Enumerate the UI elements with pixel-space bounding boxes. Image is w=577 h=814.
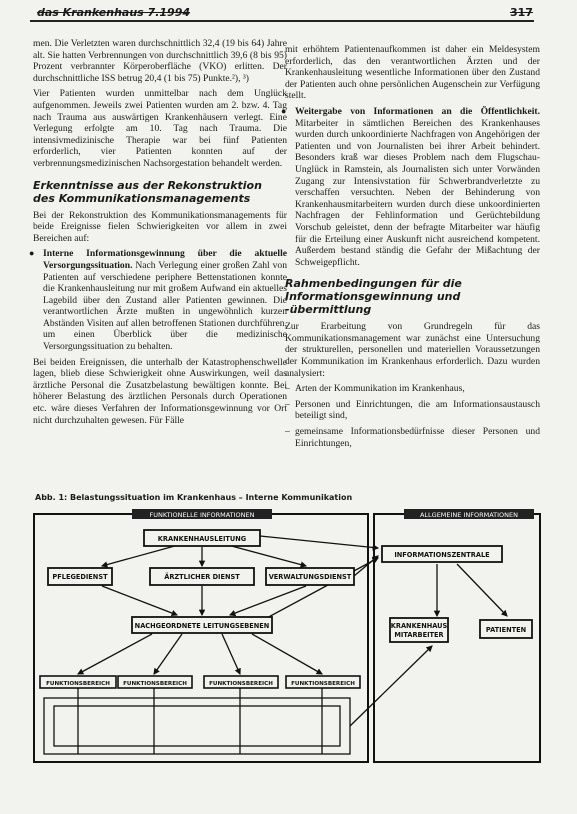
right-paragraph-1: mit erhöhtem Patientenaufkommen ist daher ein Meldesystem erforderlich, das den verantwortlichen Ärzten und der Krankenhausleitung wesentliche Informationen über den Zustand der Patienten auch ohne persönlichen Augenschein zur Verfügung stellt. [285, 44, 540, 102]
box-informationszentrale: INFORMATIONSZENTRALE [394, 551, 490, 559]
right-paragraph-2: Zur Erarbeitung von Grundregeln für das Kommunikationsmanagement war zunächst eine Untersuchung der strukturellen, personellen und materiellen Voraussetzungen der Kommunikation im Krankenhaus erforderlich. Dazu wurden analysiert: [285, 321, 540, 379]
box-nachgeordnete-leitungsebenen: NACHGEORDNETE LEITUNGSEBENEN [134, 622, 270, 630]
box-pflegedienst: PFLEGEDIENST [52, 573, 108, 581]
communication-diagram [32, 506, 544, 764]
list-item: – gemeinsame Informationsbedürfnisse dieser Personen und Einrichtungen, [285, 426, 540, 449]
page-number: 317 [510, 6, 533, 19]
left-column [33, 38, 287, 430]
section-heading-findings: Erkenntnisse aus der Rekonstruktion des Kommunikationsmanagements [33, 178, 262, 205]
section-heading-framework: Rahmenbedingungen für die Informationsgewinnung und -übermittlung [285, 277, 462, 317]
figure-caption: Abb. 1: Belastungssituation im Krankenhaus – Interne Kommunikation [35, 493, 353, 502]
bullet-title: Interne Informationsgewinnung über die aktuelle Versorgungssituation. [43, 248, 287, 271]
box-funktionsbereich-2: FUNKTIONSBEREICH [123, 681, 187, 687]
box-verwaltungsdienst: VERWALTUNGSDIENST [268, 573, 352, 581]
header-rule [30, 20, 534, 22]
box-patienten: PATIENTEN [485, 626, 527, 634]
box-krankenhausleitung: KRANKENHAUSLEITUNG [157, 535, 247, 543]
panel-title-general: ALLGEMEINE INFORMATIONEN [419, 511, 519, 519]
bullet-internal-information [33, 248, 287, 352]
list-item: – Personen und Einrichtungen, die am Informationsaustausch beteiligt sind, [285, 399, 540, 422]
panel-title-functional: FUNKTIONELLE INFORMATIONEN [149, 511, 255, 519]
bullet-text: Mitarbeiter in sämtlichen Bereichen des Krankenhauses wurden durch unkoordinierte Nachfragen von Angehörigen der Patienten und von Journalisten bei ihrer Arbeit behindert. Besonders kraß war dieses Problem nach dem Flugschau-Unglück in Ramstein, als Journalisten sich unter Vorwänden Zugang zur Intensivstation für Schwerbrandverletzte zu verschaffen versuchten. Neben der Behinderung von Krankenhausmitarbeitern wurden durch diese unkoordinierten Nachfragen der Fehlinformation und Gerüchtebildung Vorschub geleistet, denn der befragte Mitarbeiter war häufig für die Erteilung einer Auskunft nicht ausreichend kompetent. Außerdem bestand ständig die Gefahr der Mißachtung der Schweigepflicht. [295, 117, 540, 268]
analysis-list [285, 383, 540, 449]
box-funktionsbereich-1: FUNKTIONSBEREICH [46, 681, 110, 687]
bullet-text: Nach Verlegung einer großen Zahl von Patienten auf verschiedene periphere Bettenstationen konnte die Krankenhausleitung nur mit großem Aufwand ein aktuelles Lagebild über den Zustand aller Patienten gewinnen. Die verantwortlichen Ärzte mußten in ungewöhnlich kurzen Abständen Visiten auf allen betroffenen Stationen durchführen, um einen Überblick über die medizinische Versorgungssituation zu behalten. [43, 259, 287, 353]
left-paragraph-2: Vier Patienten wurden unmittelbar nach dem Unglück aufgenommen. Jeweils zwei Patienten wurden am 2. bzw. 4. Tag nach Trauma aus auswärtigen Krankenhäusern verlegt. Eine Verlegung erfolgte am 10. Tag nach Trauma. Die intensivmedizinische Therapie war bei fünf Patienten erforderlich, vier Patienten konnten auf der verbrennungsmedizinischen Nachsorgestation behandelt werden. [33, 88, 287, 169]
box-funktionsbereich-4: FUNKTIONSBEREICH [291, 681, 355, 687]
left-paragraph-1: men. Die Verletzten waren durchschnittlich 32,4 (19 bis 64) Jahre alt. Sie hatten Verbrennungen von durchschnittlich 39,6 (8 bis 95) Prozent verbrannter Körperoberfläche (VKO) erlitten. Der durchschnittliche ISS betrug 20,4 (1 bis 75) Punkte.²), ³) [33, 38, 287, 84]
box-funktionsbereich-3: FUNKTIONSBEREICH [209, 681, 273, 687]
left-paragraph-3: Bei der Rekonstruktion des Kommunikationsmanagements für beide Ereignisse fielen Schwierigkeiten vor allem in zwei Bereichen auf: [33, 209, 287, 244]
box-aerztlicher-dienst: ÄRZTLICHER DIENST [164, 573, 240, 581]
bullet-public-information [285, 106, 540, 268]
journal-header: das Krankenhaus 7.1994 [37, 6, 191, 19]
left-paragraph-4: Bei beiden Ereignissen, die unterhalb der Katastrophenschwelle lagen, blieb diese Schwierigkeit ohne Auswirkungen, weil das ärztliche Personal die Zusatzbelastung bewältigen konnte. Bei höherer Belastung des ärztlichen Personals durch Operationen etc. wäre dieses Verfahren der Informationsgewinnung vor Ort nicht durchzuhalten gewesen. Für Fälle [33, 356, 287, 426]
diagram-svg [32, 506, 544, 764]
functional-panel [34, 514, 368, 762]
box-krankenhaus: KRANKENHAUS [390, 622, 448, 630]
box-mitarbeiter: MITARBEITER [394, 631, 444, 639]
list-item: – Arten der Kommunikation im Krankenhaus, [285, 383, 540, 395]
right-column [285, 44, 540, 453]
bullet-title: Weitergabe von Informationen an die Öffentlichkeit. [295, 105, 540, 117]
